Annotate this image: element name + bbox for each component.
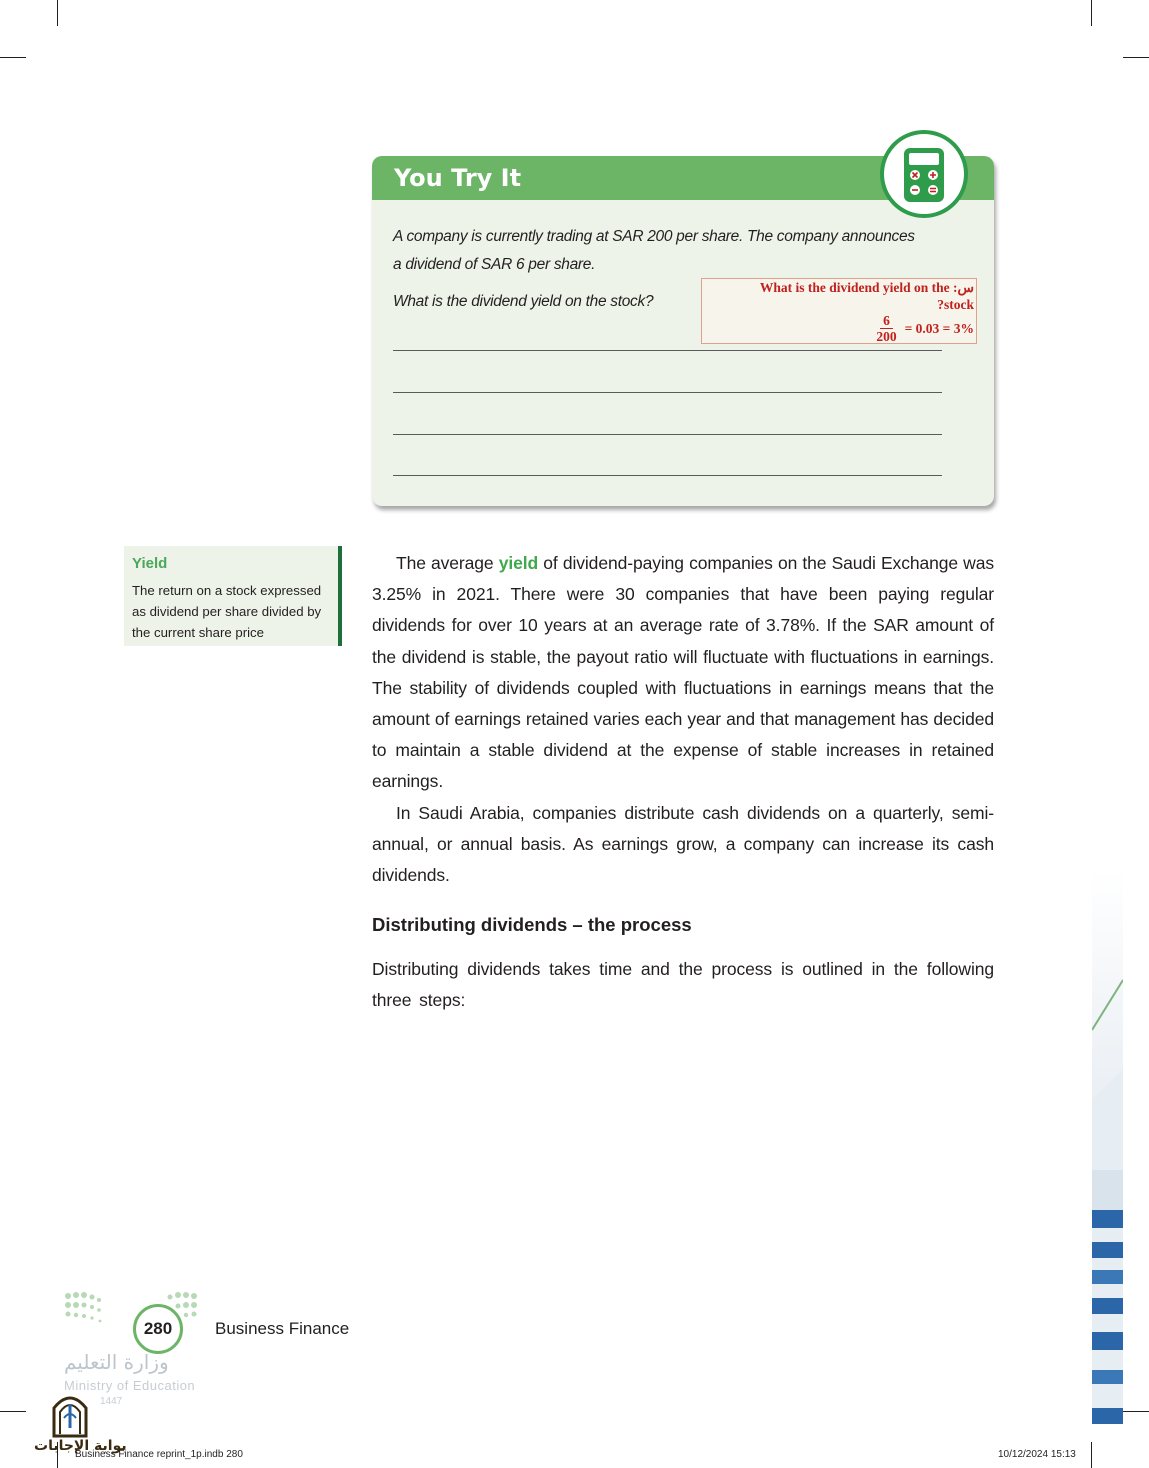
crop-mark — [0, 1411, 26, 1412]
section-heading: Distributing dividends – the process — [372, 914, 692, 935]
crop-mark — [0, 57, 26, 58]
question-line-2: a dividend of SAR 6 per share. — [393, 256, 596, 273]
writing-line — [393, 392, 942, 393]
body-paragraph-2: In Saudi Arabia, companies distribute cash dividends on a quarterly, semi-annual, or annual basis. As earnings grow, a company can increase its cash dividends. — [372, 803, 994, 886]
answer-equation — [873, 313, 974, 344]
watermark-text: بوابة الإجابات — [34, 1438, 127, 1454]
you-try-it-box — [372, 156, 994, 506]
ministry-name-english: Ministry of Education — [64, 1378, 196, 1393]
answer-fraction — [873, 313, 899, 344]
page-number: 280 — [133, 1304, 183, 1354]
writing-line — [393, 475, 942, 476]
body-paragraph-1: The average yield of dividend-paying companies on the Saudi Exchange was 3.25% in 2021. There were 30 companies that have been paying regular dividends for over 10 years at an average rate of 3.78%. If the SAR amount of the dividend is stable, the payout ratio will fluctuate with fluctuations in earnings. The stability of dividends coupled with fluctuations in earnings means that the amount of earnings retained varies each year and that management has decided to maintain a stable dividend at the expense of stable increases in retained earnings. — [372, 553, 994, 792]
crop-mark — [57, 0, 58, 26]
decorative-image-edge — [1092, 870, 1123, 1424]
question-line-3: What is the dividend yield on the stock? — [393, 293, 654, 310]
book-title: Business Finance — [215, 1319, 350, 1338]
fraction-denominator: 200 — [876, 329, 897, 344]
watermark-logo-icon — [48, 1388, 92, 1438]
keyword-yield: yield — [498, 553, 539, 573]
print-slug-date: 10/12/2024 15:13 — [998, 1449, 1076, 1460]
crop-mark — [1123, 57, 1149, 58]
answer-result: = 0.03 = 3% — [904, 320, 974, 336]
glossary-term: Yield — [132, 555, 168, 572]
crop-mark — [1091, 0, 1092, 26]
you-try-it-title: You Try It — [394, 164, 522, 192]
calculator-icon — [880, 130, 968, 218]
question-line-1: A company is currently trading at SAR 200 per share. The company announces — [393, 228, 915, 245]
crop-mark — [1123, 1411, 1149, 1412]
ministry-name-arabic: وزارة التعليم — [64, 1350, 169, 1374]
crop-mark — [1091, 1442, 1092, 1468]
writing-line — [393, 350, 942, 351]
print-slug-file: Business Finance reprint_1p.indb 280 — [75, 1449, 243, 1460]
answer-question: What is the dividend yield on the :س ?stock — [759, 280, 974, 312]
body-paragraph-3: Distributing dividends takes time and the process is outlined in the following three steps: — [372, 959, 994, 1011]
glossary-box — [124, 546, 342, 646]
writing-line — [393, 434, 942, 435]
glossary-definition: The return on a stock expressed as dividend per share divided by the current share price — [132, 583, 322, 640]
answer-annotation — [701, 278, 977, 344]
ministry-year: 1447 — [100, 1396, 123, 1407]
fraction-numerator: 6 — [880, 313, 893, 329]
